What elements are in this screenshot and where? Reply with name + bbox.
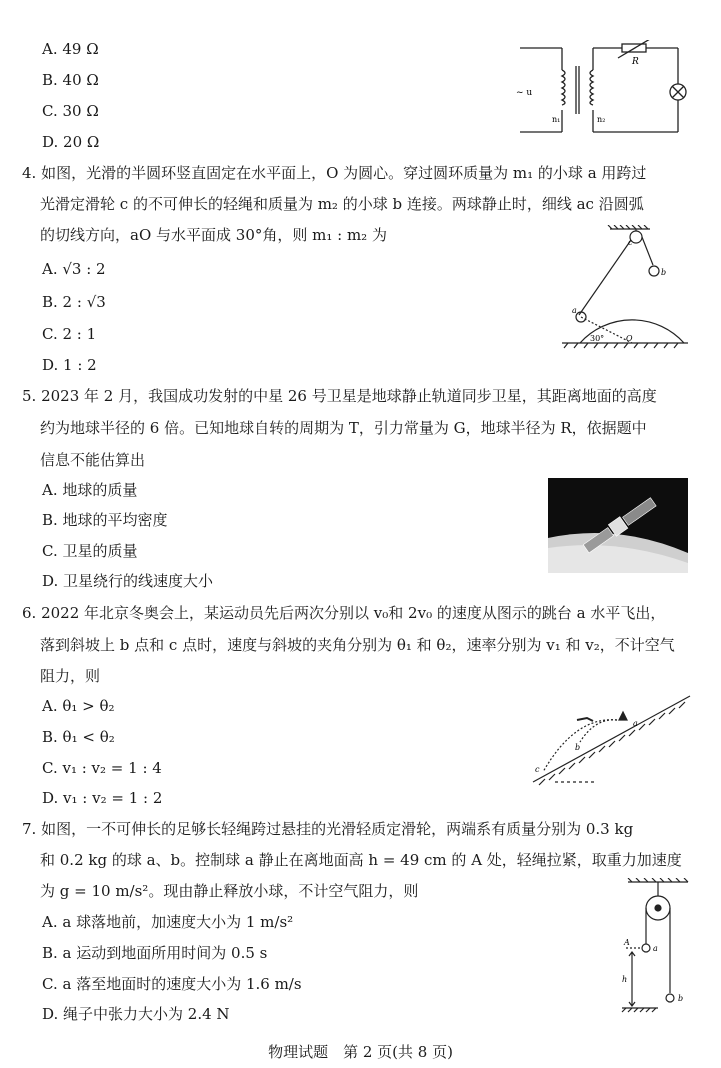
q5-stem-line1: 5. 2023 年 2 月，我国成功发射的中星 26 号卫星是地球静止轨道同步卫星，其距离地面的高度 (22, 387, 657, 405)
q7-stem-line1: 7. 如图，一不可伸长的足够长轻绳跨过悬挂的光滑轻质定滑轮，两端系有质量分别为 0.3 kg (22, 820, 634, 838)
q7-option-a: A. a 球落地前，加速度大小为 1 m/s² (42, 913, 294, 931)
q6-option-d: D. v₁ : v₂ = 1 : 2 (42, 789, 163, 807)
label-c: c (628, 238, 633, 247)
q5-option-d: D. 卫星绕行的线速度大小 (42, 572, 214, 590)
q4-stem-line3: 的切线方向，aO 与水平面成 30°角，则 m₁ : m₂ 为 (40, 226, 387, 244)
transformer-circuit-figure (512, 40, 692, 140)
q4-stem-line2: 光滑定滑轮 c 的不可伸长的轻绳和质量为 m₂ 的小球 b 连接。两球静止时，细线 ac 沿圆弧 (40, 195, 644, 213)
q6-option-a: A. θ₁ > θ₂ (42, 697, 115, 715)
page-footer: 物理试题 第 2 页(共 8 页) (268, 1043, 453, 1061)
label-30deg: 30° (590, 334, 605, 343)
pulley-figure (618, 878, 698, 1013)
label-b: b (575, 743, 581, 752)
q6-stem-line2: 落到斜坡上 b 点和 c 点时，速度与斜坡的夹角分别为 θ₁ 和 θ₂，速率分别为 v₁ 和 v₂，不计空气 (40, 636, 675, 654)
ski-jump-slope-figure (525, 690, 695, 790)
q5-option-a: A. 地球的质量 (42, 481, 138, 499)
label-a: a (572, 306, 577, 315)
q7-option-b: B. a 运动到地面所用时间为 0.5 s (42, 944, 268, 962)
label-c: c (535, 765, 540, 774)
q7-stem-line3: 为 g = 10 m/s²。现由静止释放小球，不计空气阻力，则 (40, 882, 419, 900)
q3-option-c: C. 30 Ω (42, 102, 99, 120)
semicircle-ring-figure (560, 225, 690, 350)
q5-stem-line3: 信息不能估算出 (40, 451, 146, 469)
label-a: a (633, 719, 638, 728)
q5-option-b: B. 地球的平均密度 (42, 511, 168, 529)
q6-option-b: B. θ₁ < θ₂ (42, 728, 115, 746)
q7-option-c: C. a 落至地面时的速度大小为 1.6 m/s (42, 975, 302, 993)
q5-option-c: C. 卫星的质量 (42, 542, 138, 560)
label-O: O (626, 334, 633, 343)
label-n1: n₁ (552, 115, 561, 124)
q7-stem-line2: 和 0.2 kg 的球 a、b。控制球 a 静止在离地面高 h = 49 cm 的 A 处，轻绳拉紧，取重力加速度 (40, 851, 682, 869)
q6-stem-line3: 阻力，则 (40, 667, 101, 685)
label-b: b (678, 994, 684, 1003)
q3-option-a: A. 49 Ω (42, 40, 99, 58)
label-R: R (632, 57, 639, 67)
q4-option-b: B. 2 : √3 (42, 293, 106, 311)
q4-stem-line1: 4. 如图，光滑的半圆环竖直固定在水平面上，O 为圆心。穿过圆环质量为 m₁ 的小球 a 用跨过 (22, 164, 647, 182)
q4-option-a: A. √3 : 2 (42, 260, 106, 278)
q4-option-d: D. 1 : 2 (42, 356, 97, 374)
label-h: h (622, 975, 628, 984)
label-A: A (624, 938, 630, 947)
label-u: ~ u (516, 88, 533, 98)
q3-option-b: B. 40 Ω (42, 71, 99, 89)
q3-option-d: D. 20 Ω (42, 133, 100, 151)
q5-stem-line2: 约为地球半径的 6 倍。已知地球自转的周期为 T，引力常量为 G，地球半径为 R，依据题中 (40, 419, 647, 437)
q4-option-c: C. 2 : 1 (42, 325, 97, 343)
label-b: b (661, 268, 667, 277)
label-n2: n₂ (597, 115, 606, 124)
q6-stem-line1: 6. 2022 年北京冬奥会上，某运动员先后两次分别以 v₀和 2v₀ 的速度从图示的跳台 a 水平飞出， (22, 604, 666, 622)
q6-option-c: C. v₁ : v₂ = 1 : 4 (42, 759, 162, 777)
q7-option-d: D. 绳子中张力大小为 2.4 N (42, 1005, 230, 1023)
label-a: a (653, 944, 658, 953)
satellite-photo (548, 478, 688, 573)
